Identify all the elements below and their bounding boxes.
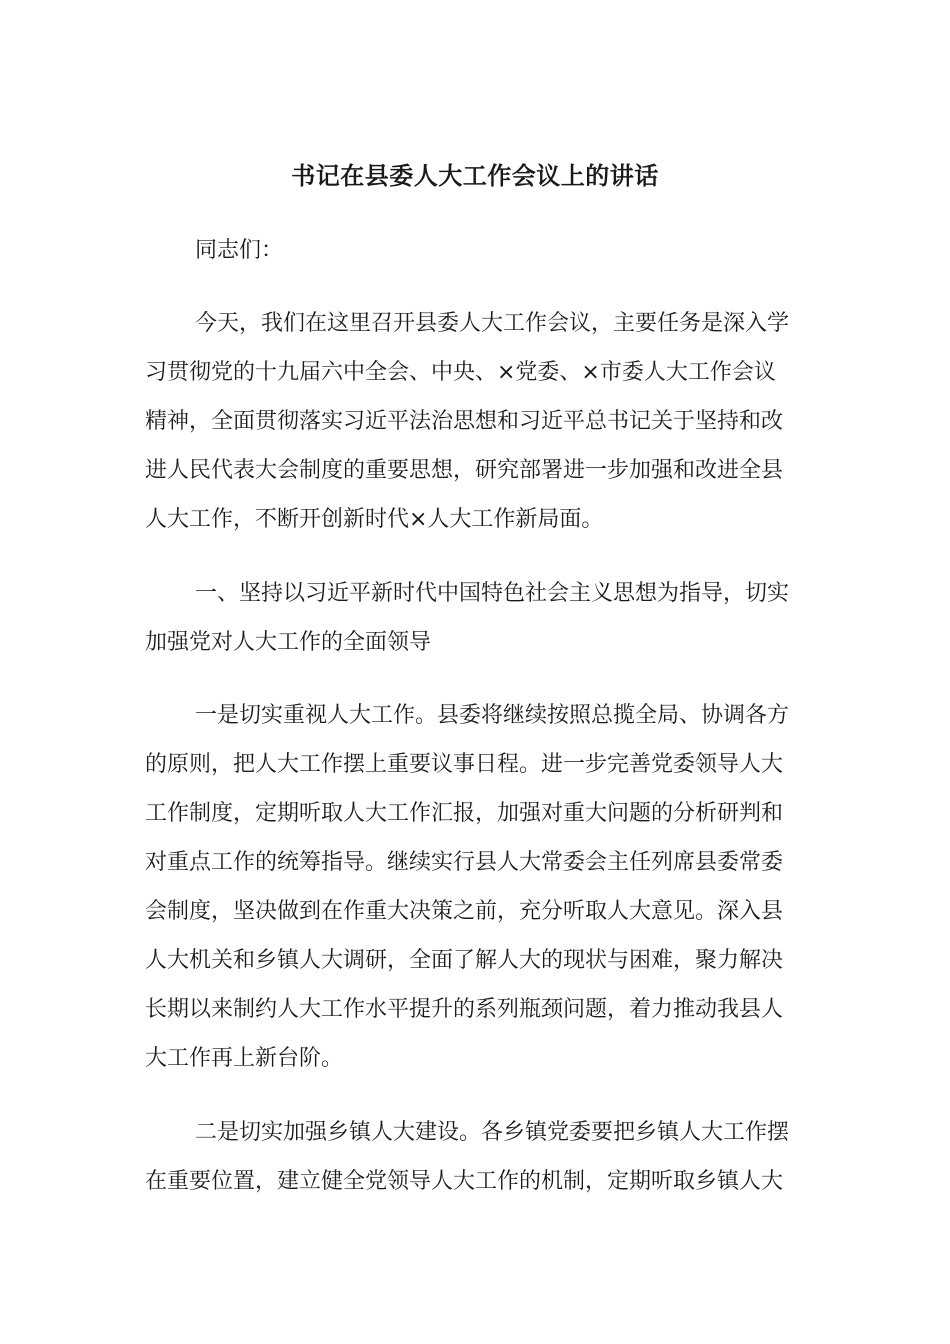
paragraph-1-line-2: 习贯彻党的十九届六中全会、中央、×党委、×市委人大工作会议 xyxy=(145,360,776,385)
paragraph-3-line-8: 大工作再上新台阶。 xyxy=(145,1046,344,1071)
section-heading-line-1: 一、坚持以习近平新时代中国特色社会主义思想为指导，切实 xyxy=(195,581,790,606)
paragraph-4-line-1: 二是切实加强乡镇人大建设。各乡镇党委要把乡镇人大工作摆 xyxy=(195,1120,790,1145)
paragraph-3-line-2: 的原则，把人大工作摆上重要议事日程。进一步完善党委领导人大 xyxy=(145,752,784,777)
paragraph-3-line-1: 一是切实重视人大工作。县委将继续按照总揽全局、协调各方 xyxy=(195,703,790,728)
paragraph-3-line-4: 对重点工作的统筹指导。继续实行县人大常委会主任列席县委常委 xyxy=(145,850,784,875)
paragraph-1-line-5: 人大工作，不断开创新时代×人大工作新局面。 xyxy=(145,507,604,532)
paragraph-1-line-3: 精神，全面贯彻落实习近平法治思想和习近平总书记关于坚持和改 xyxy=(145,409,784,434)
greeting: 同志们： xyxy=(195,238,284,263)
paragraph-3-line-7: 长期以来制约人大工作水平提升的系列瓶颈问题，着力推动我县人 xyxy=(145,997,784,1022)
paragraph-1-line-1: 今天，我们在这里召开县委人大工作会议，主要任务是深入学 xyxy=(195,311,790,336)
paragraph-3-line-3: 工作制度，定期听取人大工作汇报，加强对重大问题的分析研判和 xyxy=(145,801,784,826)
document-title: 书记在县委人大工作会议上的讲话 xyxy=(291,162,659,190)
section-heading-line-2: 加强党对人大工作的全面领导 xyxy=(145,630,432,655)
paragraph-1-line-4: 进人民代表大会制度的重要思想，研究部署进一步加强和改进全县 xyxy=(145,458,784,483)
paragraph-3-line-5: 会制度，坚决做到在作重大决策之前，充分听取人大意见。深入县 xyxy=(145,899,784,924)
paragraph-3-line-6: 人大机关和乡镇人大调研，全面了解人大的现状与困难，聚力解决 xyxy=(145,948,784,973)
paragraph-4-line-2: 在重要位置，建立健全党领导人大工作的机制，定期听取乡镇人大 xyxy=(145,1169,784,1194)
